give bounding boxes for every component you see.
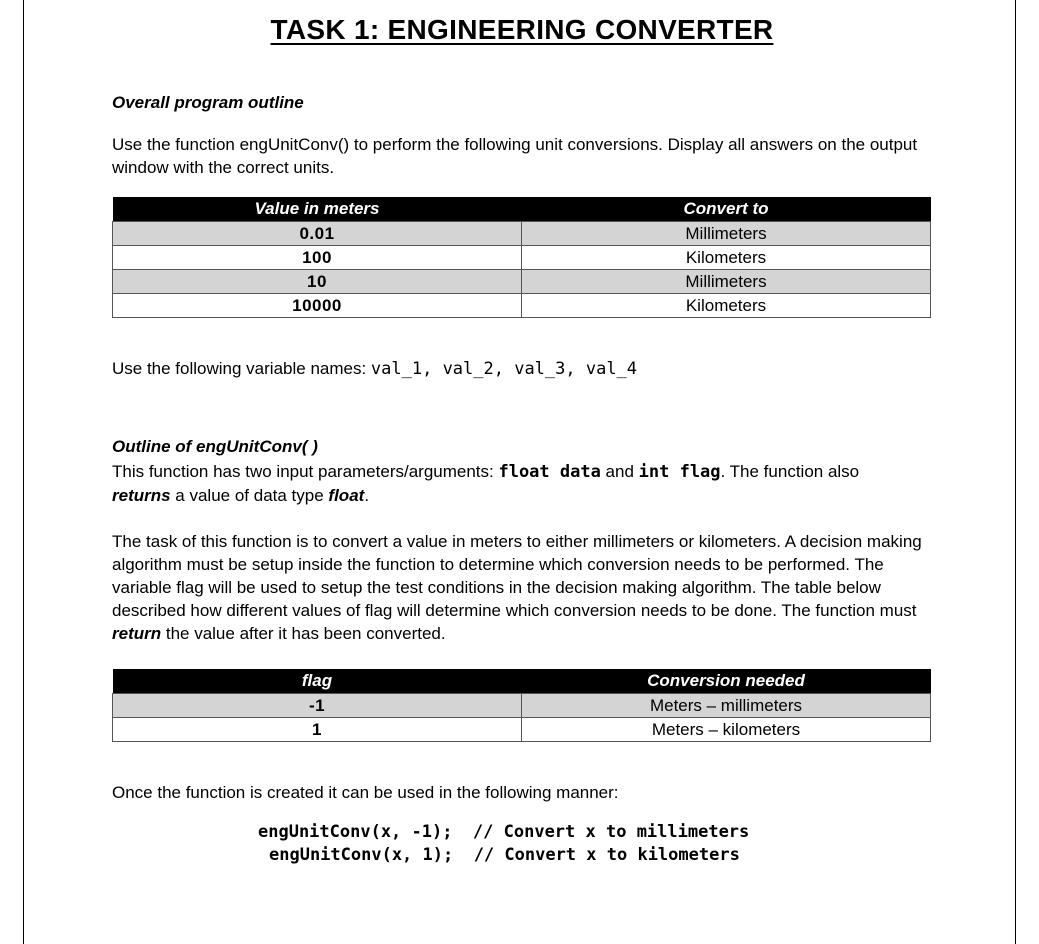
page-title: TASK 1: ENGINEERING CONVERTER xyxy=(270,14,774,45)
table-header-cell: Value in meters xyxy=(113,197,522,222)
float-emphasis: float xyxy=(328,486,365,505)
text-run: This function has two input parameters/arguments: xyxy=(112,462,499,481)
code-line-millimeters: engUnitConv(x, -1); // Convert x to millimeters xyxy=(258,822,750,842)
table-header-row xyxy=(113,197,931,222)
function-params-paragraph xyxy=(112,460,932,507)
conversion-table xyxy=(112,197,931,318)
variable-names-label: Use the following variable names: xyxy=(112,359,371,378)
unit-cell: Kilometers xyxy=(522,246,931,270)
intro-paragraph: Use the function engUnitConv() to perform the following unit conversions. Display all answers on the output window with the correct units. xyxy=(112,135,918,177)
param-int-flag: int flag xyxy=(638,462,721,482)
section-heading-outline: Overall program outline xyxy=(112,93,304,112)
unit-cell: Millimeters xyxy=(522,270,931,294)
text-run: . xyxy=(364,486,370,505)
table-row xyxy=(113,246,931,270)
variable-names-line xyxy=(112,357,932,381)
flag-cell: -1 xyxy=(113,694,522,718)
table-row xyxy=(113,718,931,742)
function-task-paragraph xyxy=(112,530,932,645)
table-row xyxy=(113,694,931,718)
conversion-cell: Meters – kilometers xyxy=(522,718,931,742)
table-row xyxy=(113,294,931,318)
value-cell: 0.01 xyxy=(113,222,522,246)
unit-cell: Kilometers xyxy=(522,294,931,318)
table-row xyxy=(113,222,931,246)
table-header-cell: Convert to xyxy=(522,197,931,222)
table-header-cell: flag xyxy=(113,669,522,694)
table-header-cell: Conversion needed xyxy=(522,669,931,694)
value-cell: 100 xyxy=(113,246,522,270)
return-emphasis: return xyxy=(112,624,162,643)
value-cell: 10000 xyxy=(113,294,522,318)
code-line-kilometers: engUnitConv(x, 1); // Convert x to kilometers xyxy=(269,845,740,865)
section-heading-function: Outline of engUnitConv( ) xyxy=(112,437,318,456)
table-header-row xyxy=(113,669,931,694)
document-page xyxy=(23,0,1016,944)
table-row xyxy=(113,270,931,294)
param-float-data: float data xyxy=(498,462,601,482)
text-run: . The function also xyxy=(720,462,860,481)
text-run: the value after it has been converted. xyxy=(161,624,446,643)
variable-names-code: val_1, val_2, val_3, val_4 xyxy=(370,359,638,379)
usage-intro: Once the function is created it can be used in the following manner: xyxy=(112,783,619,802)
flag-table xyxy=(112,669,931,742)
conversion-cell: Meters – millimeters xyxy=(522,694,931,718)
value-cell: 10 xyxy=(113,270,522,294)
unit-cell: Millimeters xyxy=(522,222,931,246)
flag-cell: 1 xyxy=(113,718,522,742)
text-run: a value of data type xyxy=(170,486,329,505)
text-run: The task of this function is to convert a value in meters to either millimeters or kilometers. A decision making algorithm must be setup inside the function to determine which conversion needs to be performed. The variable flag will be used to setup the test conditions in the decision making algorithm. The table below described how different values of flag will determine which conversion needs to be done. The function must xyxy=(112,532,922,620)
returns-emphasis: returns xyxy=(112,486,171,505)
text-run: and xyxy=(600,462,639,481)
